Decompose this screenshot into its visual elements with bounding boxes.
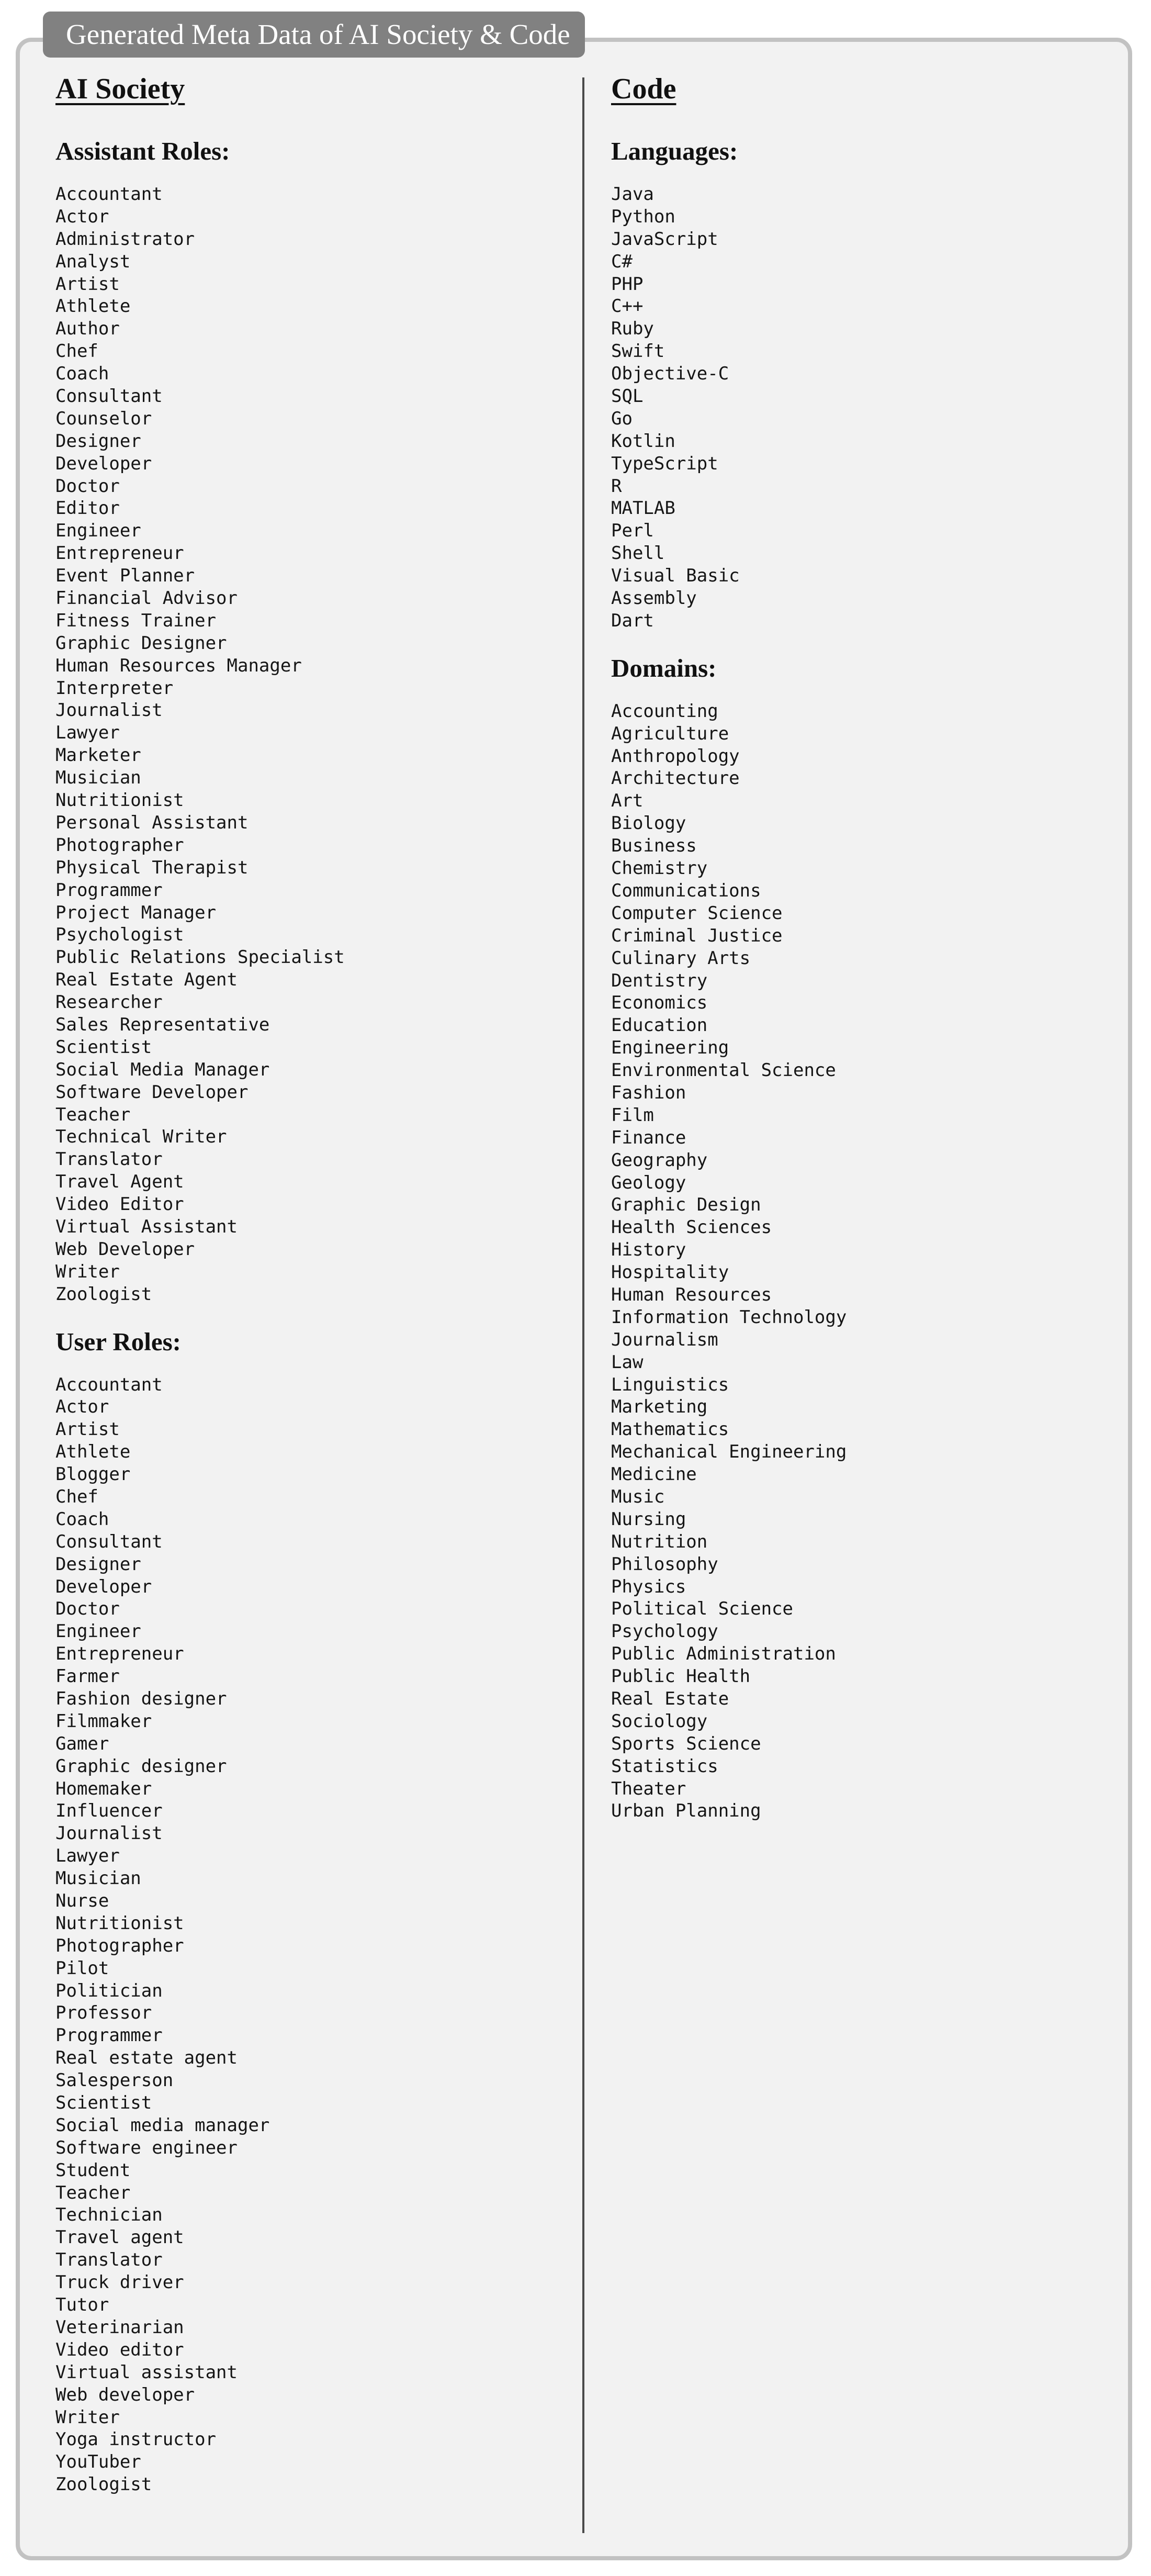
user-role-item: Developer: [55, 1576, 152, 1597]
languages-heading: Languages:: [611, 137, 738, 165]
domain-item: Dentistry: [611, 970, 708, 991]
language-item: Python: [611, 206, 675, 227]
domain-item: Sports Science: [611, 1733, 761, 1754]
domain-item: Finance: [611, 1127, 686, 1148]
language-item: MATLAB: [611, 498, 675, 519]
assistant-role-item: Administrator: [55, 228, 195, 250]
language-item: Visual Basic: [611, 565, 740, 587]
assistant-role-item: Doctor: [55, 475, 120, 497]
assistant-role-item: Athlete: [55, 296, 131, 317]
domains-list: [611, 700, 1113, 1823]
assistant-role-item: Video Editor: [55, 1194, 184, 1215]
user-role-item: Homemaker: [55, 1778, 152, 1799]
user-role-item: Translator: [55, 2249, 163, 2271]
assistant-role-item: Teacher: [55, 1104, 131, 1125]
user-role-item: Salesperson: [55, 2070, 174, 2091]
domain-item: Physics: [611, 1576, 686, 1597]
user-role-item: Athlete: [55, 1441, 131, 1463]
user-role-item: Coach: [55, 1508, 109, 1530]
user-roles-list: [55, 1374, 568, 2496]
user-role-item: Pilot: [55, 1957, 109, 1979]
domain-item: Law: [611, 1351, 644, 1373]
domain-item: Communications: [611, 880, 761, 901]
assistant-role-item: Consultant: [55, 386, 163, 407]
language-item: Shell: [611, 543, 665, 564]
domain-item: Hospitality: [611, 1262, 729, 1283]
language-item: PHP: [611, 273, 644, 295]
user-role-item: Blogger: [55, 1464, 131, 1485]
domain-item: Graphic Design: [611, 1194, 761, 1216]
language-item: Go: [611, 408, 633, 429]
user-role-item: Doctor: [55, 1598, 120, 1620]
languages-list: [611, 183, 1113, 632]
domain-item: Sociology: [611, 1710, 708, 1732]
domain-item: Nursing: [611, 1508, 686, 1530]
domain-item: Mathematics: [611, 1419, 729, 1440]
user-role-item: Designer: [55, 1553, 141, 1575]
assistant-role-item: Psychologist: [55, 924, 184, 946]
user-role-item: Scientist: [55, 2092, 152, 2114]
ai-society-column: [55, 68, 568, 2496]
assistant-role-item: Project Manager: [55, 902, 217, 923]
user-role-item: Graphic designer: [55, 1755, 227, 1777]
domain-item: Business: [611, 835, 697, 857]
domain-item: History: [611, 1239, 686, 1261]
user-role-item: Travel agent: [55, 2227, 184, 2248]
language-item: Objective-C: [611, 363, 729, 385]
domain-item: Nutrition: [611, 1531, 708, 1552]
domain-item: Music: [611, 1486, 665, 1507]
assistant-role-item: Financial Advisor: [55, 588, 238, 609]
domain-item: Computer Science: [611, 902, 783, 924]
user-role-item: Actor: [55, 1396, 109, 1418]
language-item: Java: [611, 184, 654, 205]
assistant-role-item: Real Estate Agent: [55, 969, 238, 991]
assistant-role-item: Editor: [55, 498, 120, 519]
user-role-item: Programmer: [55, 2025, 163, 2046]
assistant-role-item: Social Media Manager: [55, 1059, 270, 1080]
assistant-role-item: Interpreter: [55, 677, 174, 699]
language-item: TypeScript: [611, 453, 718, 474]
code-heading: Code: [611, 73, 676, 105]
domain-item: Criminal Justice: [611, 925, 783, 946]
assistant-role-item: Event Planner: [55, 565, 195, 587]
user-role-item: Journalist: [55, 1823, 163, 1844]
user-role-item: Real estate agent: [55, 2047, 238, 2069]
assistant-role-item: Technical Writer: [55, 1126, 227, 1148]
assistant-role-item: Scientist: [55, 1036, 152, 1058]
assistant-roles-list: [55, 183, 568, 1306]
domain-item: Statistics: [611, 1755, 718, 1777]
assistant-role-item: Actor: [55, 206, 109, 227]
user-role-item: Zoologist: [55, 2474, 152, 2495]
user-role-item: Nurse: [55, 1890, 109, 1912]
assistant-role-item: Chef: [55, 341, 98, 362]
domain-item: Public Administration: [611, 1643, 836, 1665]
user-role-item: Musician: [55, 1868, 141, 1889]
user-role-item: Student: [55, 2159, 131, 2181]
language-item: Ruby: [611, 318, 654, 340]
language-item: Dart: [611, 610, 654, 631]
language-item: R: [611, 475, 622, 497]
domain-item: Economics: [611, 992, 708, 1014]
assistant-role-item: Programmer: [55, 879, 163, 901]
user-role-item: Accountant: [55, 1374, 163, 1395]
assistant-role-item: Coach: [55, 363, 109, 385]
assistant-role-item: Artist: [55, 273, 120, 295]
language-item: C#: [611, 251, 633, 272]
user-role-item: Teacher: [55, 2182, 131, 2203]
user-role-item: Yoga instructor: [55, 2429, 217, 2450]
domain-item: Culinary Arts: [611, 947, 751, 969]
domain-item: Accounting: [611, 700, 718, 722]
domain-item: Anthropology: [611, 745, 740, 767]
language-item: Assembly: [611, 588, 697, 609]
assistant-role-item: Designer: [55, 430, 141, 452]
assistant-role-item: Musician: [55, 767, 141, 789]
user-role-item: Professor: [55, 2002, 152, 2024]
assistant-role-item: Translator: [55, 1149, 163, 1170]
assistant-role-item: Researcher: [55, 992, 163, 1013]
assistant-role-item: Zoologist: [55, 1283, 152, 1305]
domain-item: Film: [611, 1104, 654, 1126]
user-role-item: YouTuber: [55, 2451, 141, 2473]
domain-item: Agriculture: [611, 723, 729, 744]
assistant-role-item: Photographer: [55, 834, 184, 856]
assistant-role-item: Journalist: [55, 700, 163, 721]
user-role-item: Fashion designer: [55, 1688, 227, 1709]
assistant-role-item: Sales Representative: [55, 1014, 270, 1035]
domain-item: Art: [611, 790, 644, 812]
assistant-role-item: Engineer: [55, 520, 141, 542]
assistant-role-item: Physical Therapist: [55, 857, 249, 878]
user-role-item: Consultant: [55, 1531, 163, 1552]
domain-item: Theater: [611, 1778, 686, 1799]
user-role-item: Chef: [55, 1486, 98, 1507]
domain-item: Education: [611, 1015, 708, 1036]
user-role-item: Artist: [55, 1419, 120, 1440]
assistant-role-item: Virtual Assistant: [55, 1216, 238, 1237]
language-item: Swift: [611, 341, 665, 362]
domain-item: Psychology: [611, 1621, 718, 1642]
user-role-item: Lawyer: [55, 1845, 120, 1867]
user-role-item: Nutritionist: [55, 1912, 184, 1934]
domain-item: Urban Planning: [611, 1800, 761, 1822]
domain-item: Mechanical Engineering: [611, 1441, 847, 1463]
user-role-item: Technician: [55, 2204, 163, 2226]
assistant-role-item: Author: [55, 318, 120, 340]
domain-item: Biology: [611, 813, 686, 834]
assistant-role-item: Software Developer: [55, 1081, 249, 1103]
domain-item: Fashion: [611, 1082, 686, 1103]
assistant-role-item: Marketer: [55, 745, 141, 766]
user-role-item: Engineer: [55, 1621, 141, 1642]
domain-item: Environmental Science: [611, 1060, 836, 1081]
assistant-role-item: Lawyer: [55, 722, 120, 744]
user-role-item: Web developer: [55, 2384, 195, 2405]
user-role-item: Gamer: [55, 1733, 109, 1754]
domain-item: Geology: [611, 1172, 686, 1193]
assistant-role-item: Counselor: [55, 408, 152, 429]
user-role-item: Veterinarian: [55, 2316, 184, 2338]
assistant-role-item: Fitness Trainer: [55, 610, 217, 631]
user-role-item: Video editor: [55, 2339, 184, 2360]
assistant-role-item: Nutritionist: [55, 790, 184, 811]
domain-item: Linguistics: [611, 1374, 729, 1395]
assistant-role-item: Entrepreneur: [55, 543, 184, 564]
domain-item: Public Health: [611, 1666, 751, 1687]
assistant-role-item: Writer: [55, 1261, 120, 1282]
language-item: SQL: [611, 386, 644, 407]
domain-item: Chemistry: [611, 858, 708, 879]
domain-item: Architecture: [611, 768, 740, 789]
domain-item: Philosophy: [611, 1553, 718, 1575]
user-role-item: Truck driver: [55, 2272, 184, 2293]
panel-title: Generated Meta Data of AI Society & Code: [43, 12, 585, 58]
domain-item: Geography: [611, 1149, 708, 1171]
domain-item: Information Technology: [611, 1306, 847, 1328]
user-role-item: Entrepreneur: [55, 1643, 184, 1665]
user-role-item: Software engineer: [55, 2137, 238, 2158]
domain-item: Journalism: [611, 1329, 718, 1350]
domain-item: Health Sciences: [611, 1217, 772, 1238]
language-item: Kotlin: [611, 430, 675, 452]
code-column: [611, 68, 1113, 1822]
assistant-role-item: Web Developer: [55, 1238, 195, 1260]
user-role-item: Writer: [55, 2406, 120, 2428]
domains-heading: Domains:: [611, 653, 717, 682]
user-role-item: Photographer: [55, 1935, 184, 1956]
user-role-item: Farmer: [55, 1666, 120, 1687]
domain-item: Political Science: [611, 1598, 793, 1620]
domain-item: Human Resources: [611, 1284, 772, 1305]
user-role-item: Virtual assistant: [55, 2361, 238, 2383]
user-role-item: Tutor: [55, 2294, 109, 2316]
user-role-item: Social media manager: [55, 2114, 270, 2136]
assistant-role-item: Developer: [55, 453, 152, 474]
domain-item: Medicine: [611, 1464, 697, 1485]
ai-society-heading: AI Society: [55, 73, 185, 105]
assistant-roles-heading: Assistant Roles:: [55, 137, 230, 165]
user-role-item: Influencer: [55, 1800, 163, 1822]
user-roles-heading: User Roles:: [55, 1327, 181, 1356]
column-divider: [582, 77, 584, 2533]
user-role-item: Politician: [55, 1980, 163, 2001]
assistant-role-item: Public Relations Specialist: [55, 947, 345, 968]
language-item: JavaScript: [611, 228, 718, 250]
assistant-role-item: Personal Assistant: [55, 812, 249, 833]
user-role-item: Filmmaker: [55, 1710, 152, 1732]
domain-item: Engineering: [611, 1037, 729, 1059]
assistant-role-item: Accountant: [55, 184, 163, 205]
assistant-role-item: Analyst: [55, 251, 131, 272]
language-item: C++: [611, 296, 644, 317]
language-item: Perl: [611, 520, 654, 542]
assistant-role-item: Graphic Designer: [55, 632, 227, 654]
assistant-role-item: Human Resources Manager: [55, 655, 302, 676]
assistant-role-item: Travel Agent: [55, 1171, 184, 1193]
domain-item: Marketing: [611, 1396, 708, 1418]
domain-item: Real Estate: [611, 1688, 729, 1709]
